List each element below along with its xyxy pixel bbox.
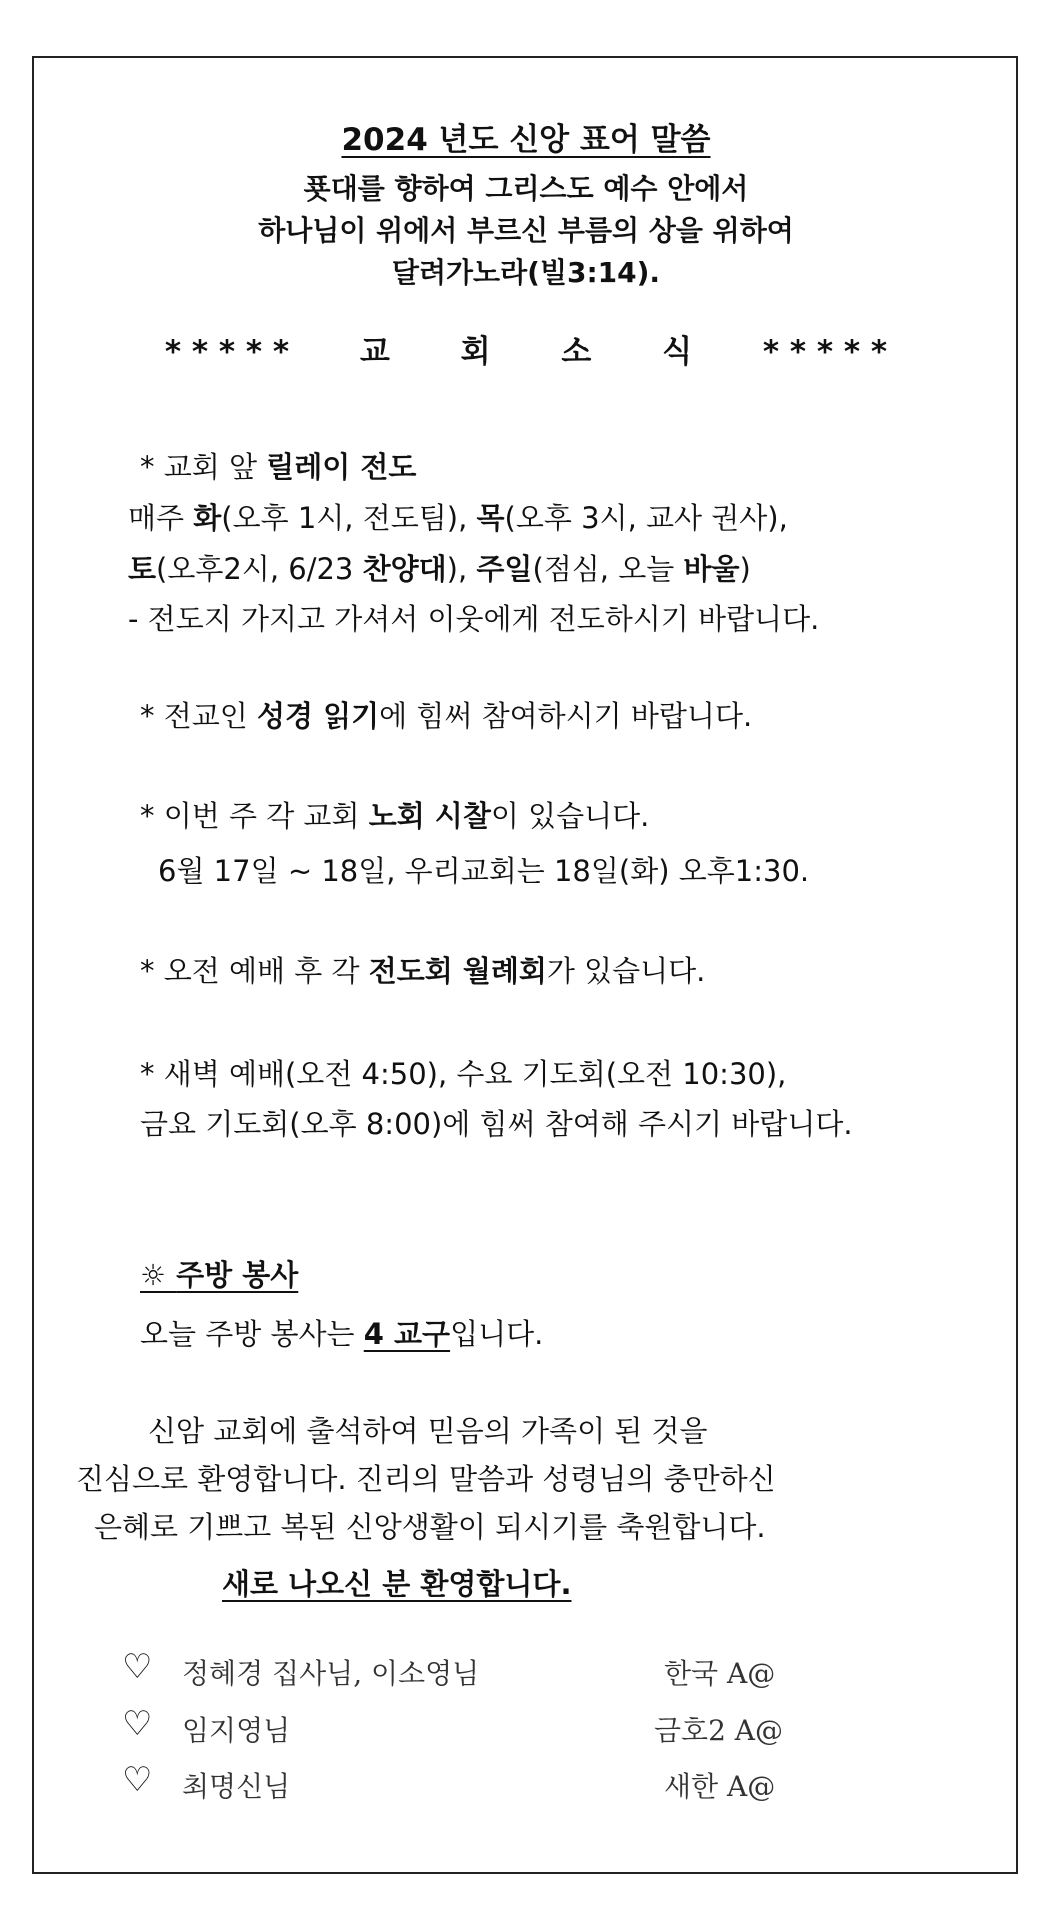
motto-title <box>0 114 1052 159</box>
presbytery-inspection-notice <box>140 795 649 837</box>
presbytery-inspection: 노회 시찰 <box>368 799 491 833</box>
kitchen-service-heading <box>140 1254 298 1296</box>
relay-line-2 <box>128 548 751 590</box>
kitchen-heading-underlined <box>140 1258 298 1292</box>
choir: 찬양대 <box>362 552 447 586</box>
welcome-line-2: 진심으로 환영합니다. 진리의 말씀과 성령님의 충만하신 <box>76 1462 776 1496</box>
newcomer-location-1: 한국 A@ <box>664 1657 776 1690</box>
text: ) <box>739 552 751 586</box>
kitchen-title: 주방 봉사 <box>176 1258 299 1292</box>
heading-char-2: 회 <box>460 334 491 370</box>
bible-reading: 성경 읽기 <box>256 699 380 733</box>
heading-char-3: 소 <box>561 334 592 370</box>
day-sat: 토 <box>128 552 157 586</box>
text: ), <box>446 552 477 586</box>
text: 오늘 주방 봉사는 <box>140 1317 364 1351</box>
relay-line-1 <box>128 497 788 539</box>
mission-meeting-notice <box>140 950 705 992</box>
motto-verse-line-3: 달려가노라(빌3:14). <box>391 256 661 289</box>
new-title-text: 새로 나오신 분 환영합니다. <box>222 1567 572 1601</box>
newcomer-name-3: 최명신님 <box>182 1770 291 1803</box>
relay-title: 릴레이 전도 <box>266 450 417 484</box>
sunday: 주일 <box>476 552 533 586</box>
kitchen-service-text <box>140 1313 543 1355</box>
day-thu: 목 <box>476 501 505 535</box>
text: 매주 <box>128 501 194 535</box>
motto-verse-line-1: 푯대를 향하여 그리스도 예수 안에서 <box>303 172 749 205</box>
relay-bullet: * 교회 앞 <box>140 450 267 484</box>
motto-verse-line-2: 하나님이 위에서 부르신 부름의 상을 위하여 <box>258 214 794 247</box>
heading-char-1: 교 <box>359 334 390 370</box>
inspection-schedule: 6월 17일 ~ 18일, 우리교회는 18일(화) 오후1:30. <box>158 854 810 888</box>
text: * 이번 주 각 교회 <box>140 799 369 833</box>
mission-monthly-meeting: 전도회 월례회 <box>368 954 547 988</box>
church-news-heading <box>0 326 1052 371</box>
heart-icon: ♡ <box>122 1760 153 1800</box>
text: 에 힘써 참여하시기 바랍니다. <box>379 699 753 733</box>
newcomer-location-3: 새한 A@ <box>664 1770 776 1803</box>
text: (오후2시, 6/23 <box>156 552 363 586</box>
newcomer-location-2: 금호2 A@ <box>654 1714 784 1747</box>
newcomer-name-2: 임지영님 <box>182 1714 291 1747</box>
stars-left: * * * * * <box>164 334 290 370</box>
relay-line-3: - 전도지 가지고 가셔서 이웃에게 전도하시기 바랍니다. <box>128 602 820 636</box>
bible-reading-notice <box>140 695 752 737</box>
motto-title-text: 2024 년도 신앙 표어 말씀 <box>341 122 711 158</box>
newcomer-name-1: 정혜경 집사님, 이소영님 <box>182 1657 480 1690</box>
stars-right: * * * * * <box>762 334 888 370</box>
text: (오후 3시, 교사 권사), <box>504 501 788 535</box>
text: * 오전 예배 후 각 <box>140 954 369 988</box>
welcome-line-1: 신암 교회에 출석하여 믿음의 가족이 된 것을 <box>148 1414 708 1448</box>
text: (점심, 오늘 <box>532 552 684 586</box>
heading-char-4: 식 <box>662 334 693 370</box>
heart-icon: ♡ <box>122 1647 153 1687</box>
prayer-meeting-line-1: * 새벽 예배(오전 4:50), 수요 기도회(오전 10:30), <box>140 1057 787 1091</box>
new-members-welcome-title <box>222 1563 571 1605</box>
text: 가 있습니다. <box>546 954 706 988</box>
district-4: 4 교구 <box>363 1317 451 1351</box>
paul: 바울 <box>683 552 740 586</box>
relay-evangelism-title <box>140 446 416 488</box>
text: 이 있습니다. <box>490 799 650 833</box>
text: (오후 1시, 전도팀), <box>221 501 477 535</box>
day-tue: 화 <box>193 501 222 535</box>
heart-icon: ♡ <box>122 1704 153 1744</box>
text: * 전교인 <box>140 699 257 733</box>
welcome-line-3: 은혜로 기쁘고 복된 신앙생활이 되시기를 축원합니다. <box>94 1510 766 1544</box>
text: 입니다. <box>450 1317 544 1351</box>
prayer-meeting-line-2: 금요 기도회(오후 8:00)에 힘써 참여해 주시기 바랍니다. <box>140 1107 853 1141</box>
sun-icon: ☼ <box>140 1258 166 1292</box>
